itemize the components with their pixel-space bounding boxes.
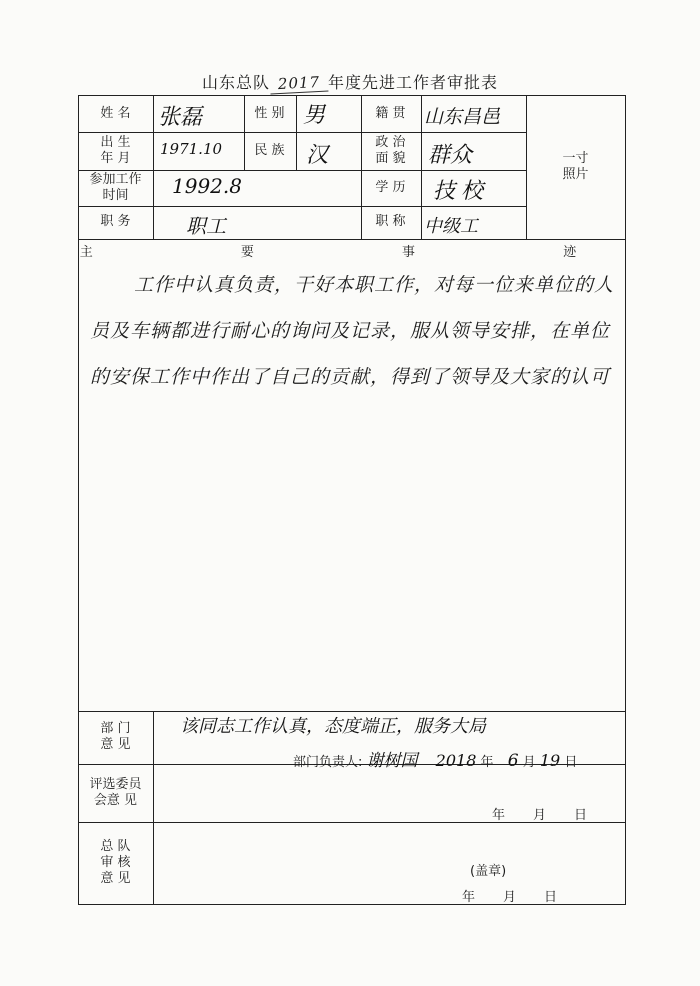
- dept-year-value: 2018: [435, 751, 477, 770]
- label-hq-review: 总 队 审 核 意 见: [100, 839, 131, 886]
- main-deeds-heading: 主 要 事 迹: [79, 245, 625, 260]
- value-education: 技校: [433, 179, 490, 204]
- label-dept-opinion: 部 门 意 见: [100, 721, 131, 752]
- month-label: 月: [503, 890, 517, 905]
- year-label: 年: [492, 808, 506, 823]
- label-position: 职 务: [100, 214, 131, 229]
- value-name: 张磊: [158, 105, 203, 130]
- row-divider: [79, 239, 625, 240]
- value-native-place: 山东昌邑: [424, 106, 501, 128]
- title-prefix: 山东总队: [201, 73, 270, 92]
- dept-head-signature: 谢树国: [366, 751, 418, 771]
- committee-date-row: [492, 804, 587, 823]
- form-title: [0, 70, 700, 93]
- col-divider: [153, 711, 154, 905]
- label-education: 学 历: [375, 180, 406, 195]
- year-label: 年: [462, 890, 476, 905]
- dept-day-value: 19: [539, 751, 561, 770]
- col-divider: [153, 96, 154, 239]
- label-work-start: 参加工作 时间: [89, 172, 142, 203]
- dept-month-value: 6: [507, 751, 519, 771]
- seal-label: (盖章): [470, 864, 507, 879]
- dept-head-label: 部门负责人:: [293, 755, 363, 770]
- label-political-status: 政 治 面 貌: [375, 135, 406, 166]
- value-ethnicity: 汉: [306, 143, 329, 168]
- value-position: 职工: [186, 214, 226, 238]
- label-committee-opinion: 评选委员 会意 见: [89, 777, 142, 808]
- value-rank: 中级工: [424, 216, 478, 237]
- label-native-place: 籍 贯: [375, 106, 406, 121]
- label-rank: 职 称: [375, 214, 406, 229]
- hq-date-row: [462, 886, 557, 905]
- day-label: 日: [574, 808, 588, 823]
- main-deeds-text: 工作中认真负责，干好本职工作，对每一位来单位的人员及车辆都进行耐心的询问及记录，服从领导安排，在单位的安保工作中作出了自己的贡献，得到了领导及大家的认可: [90, 274, 615, 388]
- col-divider: [296, 96, 297, 170]
- label-name: 姓 名: [100, 106, 131, 121]
- value-political-status: 群众: [428, 143, 473, 168]
- title-suffix: 年度先进工作者审批表: [328, 73, 499, 92]
- col-divider: [421, 96, 422, 239]
- day-label: 日: [544, 890, 558, 905]
- value-work-start: 1992.8: [172, 174, 242, 198]
- value-gender: 男: [303, 103, 326, 128]
- title-year-handwritten: 2017: [270, 72, 329, 94]
- month-label: 月: [522, 755, 536, 770]
- label-ethnicity: 民 族: [254, 143, 285, 158]
- month-label: 月: [533, 808, 547, 823]
- value-birth-date: 1971.10: [160, 140, 223, 158]
- photo-box: 一寸 照片: [562, 151, 589, 182]
- label-gender: 性 别: [254, 106, 285, 121]
- dept-signoff-row: [293, 746, 577, 771]
- day-label: 日: [564, 755, 578, 770]
- dept-opinion-text: 该同志工作认真，态度端正，服务大局: [180, 716, 486, 737]
- label-birth-date: 出 生 年 月: [100, 135, 131, 166]
- year-label: 年: [480, 755, 494, 770]
